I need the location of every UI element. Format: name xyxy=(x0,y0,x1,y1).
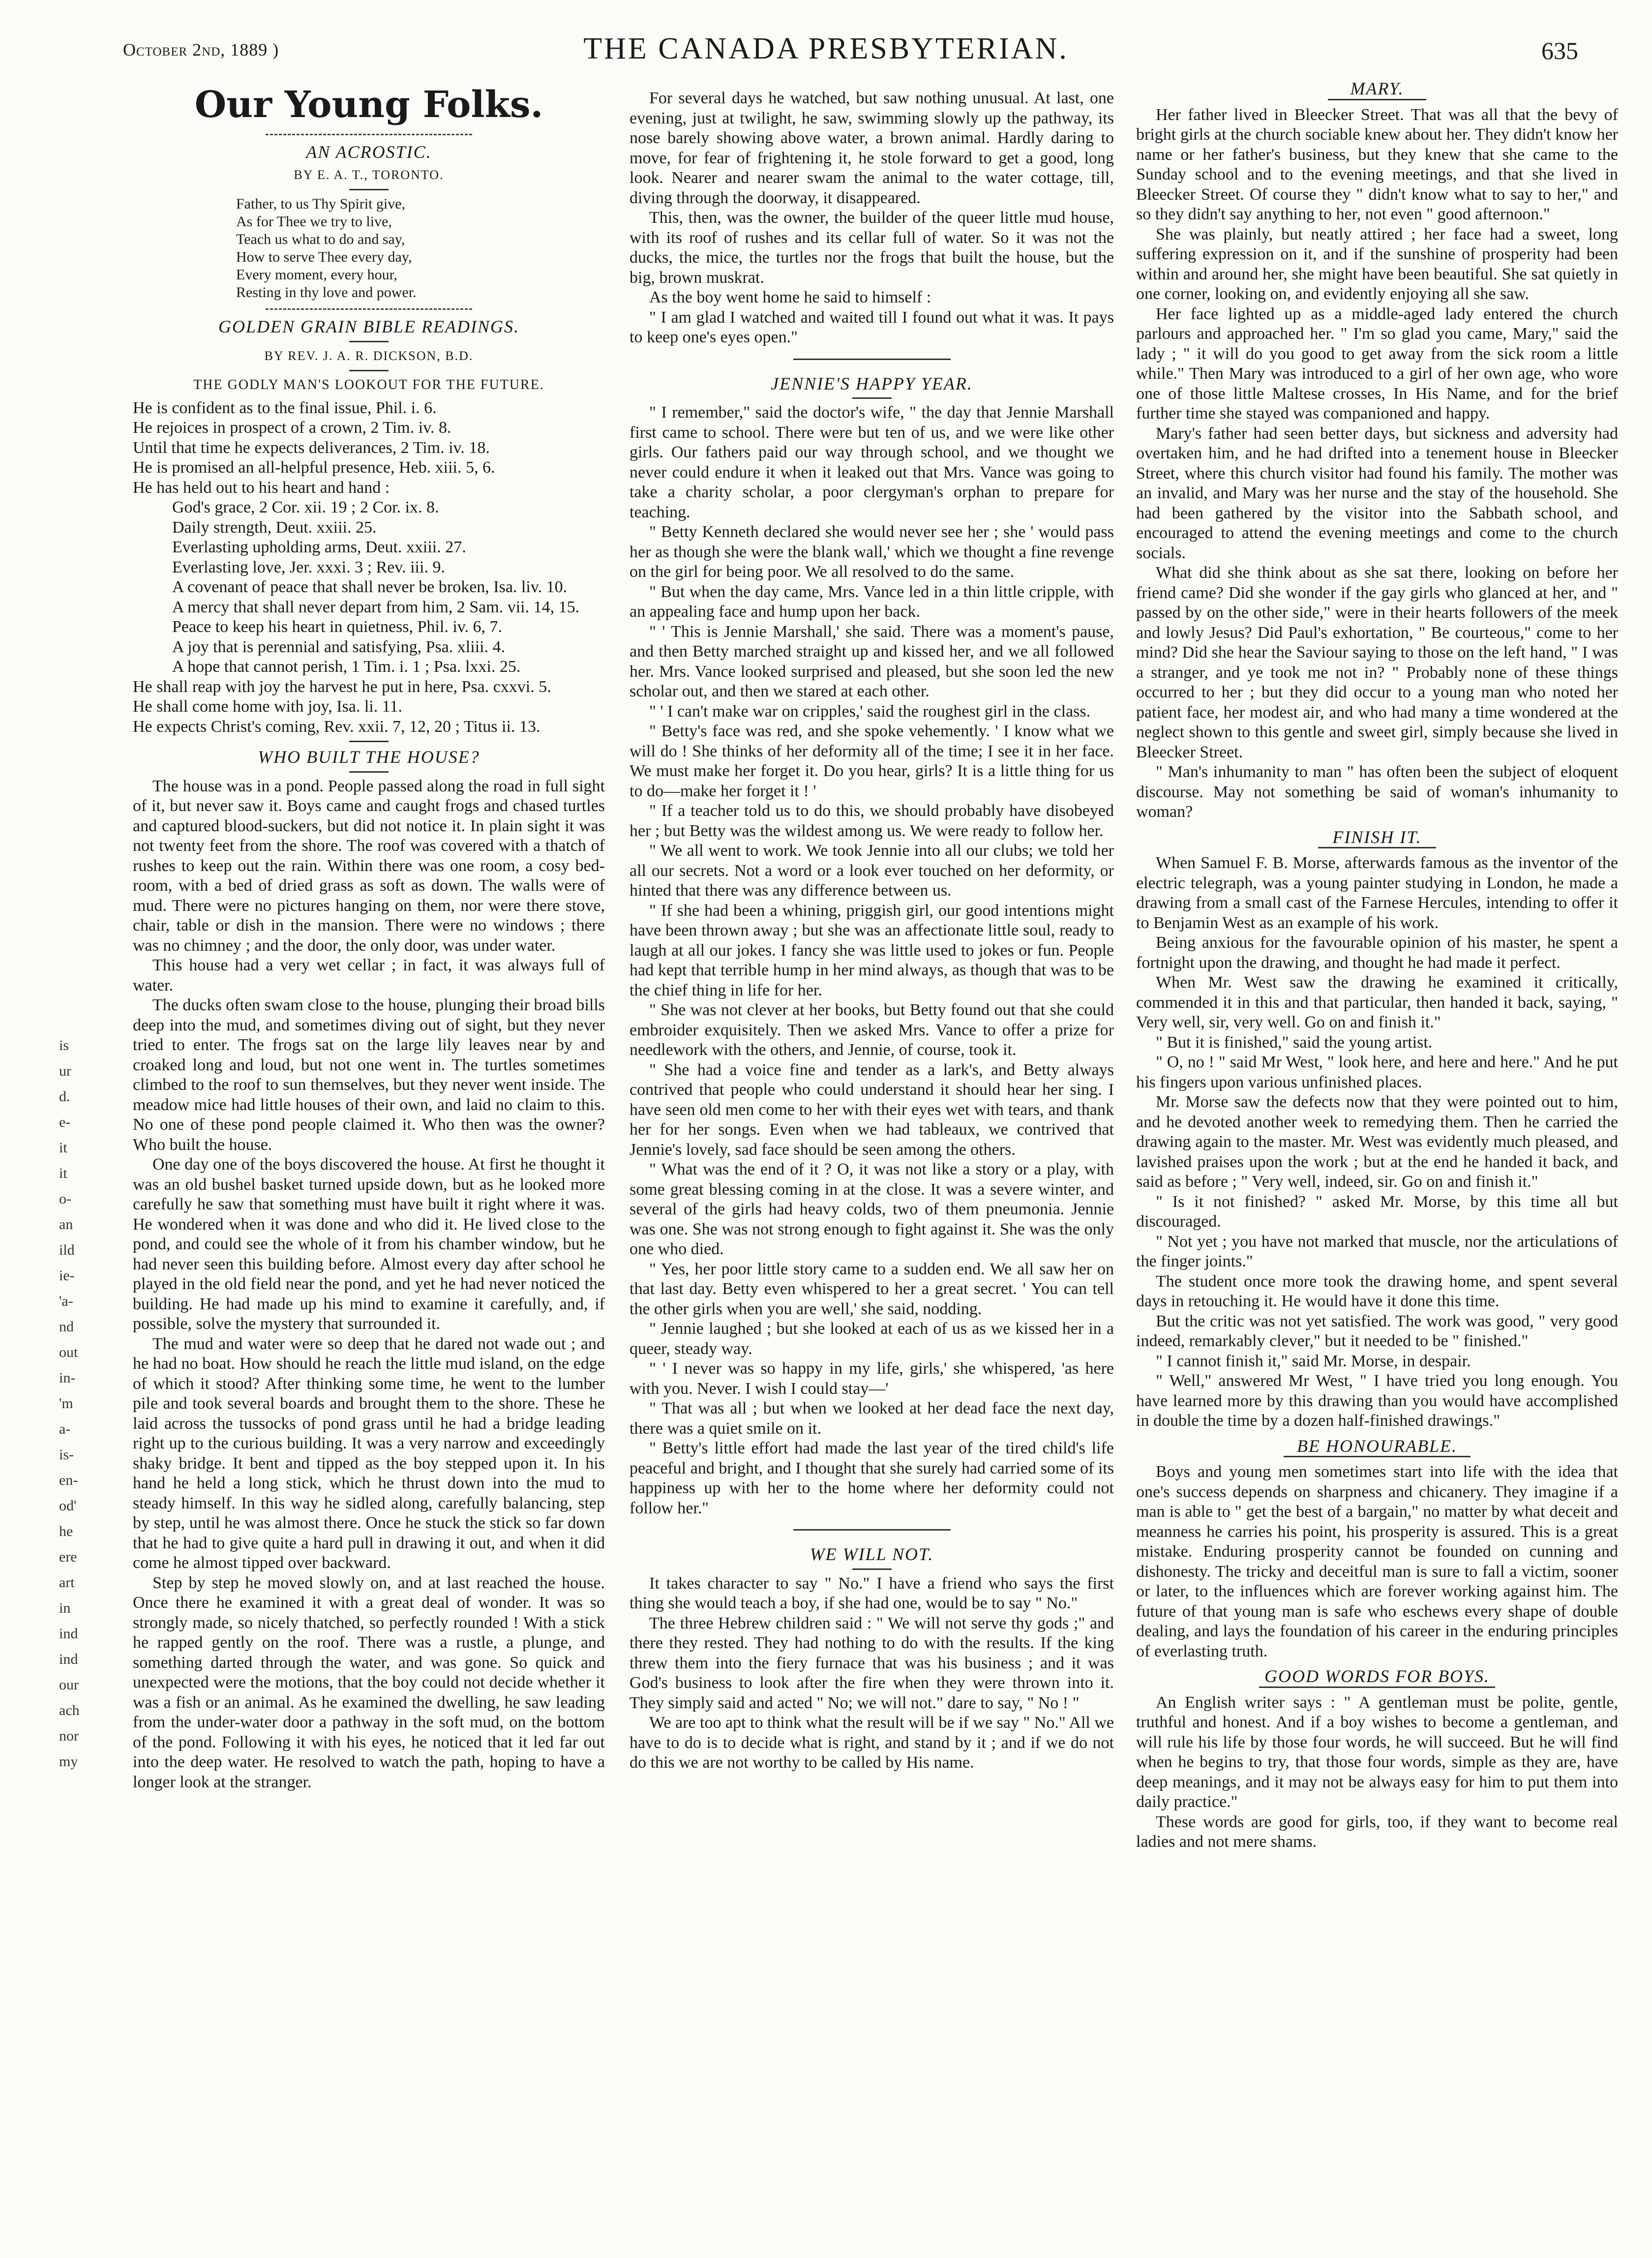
story-paragraph: The house was in a pond. People passed along the road in full sight of it, but never saw it. Boys came and caught frogs and chased turtles and captured blood-suckers, but did not notice it. In plain sight it was not twenty feet from the shore. The roof was covered with a thatch of rushes to keep out the rain. Within there was one room, a cosy bed-room, with a bed of dried grass as soft as down. The walls were of mud. There were no pictures hanging on them, nor were there stove, chair, table or dish in the mansion. There were no windows ; there was no chimney ; and the door, the only door, was under water. xyxy=(133,777,605,955)
reading-item: He is promised an all-helpful presence, Heb. xiii. 5, 6. xyxy=(133,458,495,477)
divider xyxy=(793,359,951,360)
margin-fragment: in xyxy=(59,1600,71,1616)
divider xyxy=(349,189,389,190)
reading-item: He is confident as to the final issue, Phil. i. 6. xyxy=(133,398,437,417)
story-paragraph: The ducks often swam close to the house, plunging their broad bills deep into the mud, and sometimes diving out of sight, but they never tried to enter. The frogs sat on the large lily leaves near by and croaked long and loud, but not one went in. The turtles sometimes climbed to the roof to sun themselves, but they never went inside. The meadow mice had little houses of their own, and laid no claim to this. No one of these pond people claimed it. Who then was the owner? Who built the house. xyxy=(133,996,605,1154)
margin-fragment: o- xyxy=(59,1191,71,1207)
divider xyxy=(349,370,389,371)
divider xyxy=(852,397,892,399)
mary-story-title: MARY. xyxy=(1328,79,1426,100)
story-paragraph: Mary's father had seen better days, but sickness and adversity had overtaken him, and he had drifted into a tenement house in Bleecker Street, where this church visitor had found his family. The mother was an invalid, and Mary was her nurse and the stay of the household. She had been gathered by the visitor into the Sabbath school, and encouraged to attend the evening meetings and come to the church socials. xyxy=(1136,424,1618,562)
reading-subitem: A mercy that shall never depart from him, 2 Sam. vii. 14, 15. xyxy=(172,598,580,616)
reading-subitem: God's grace, 2 Cor. xii. 19 ; 2 Cor. ix. 8. xyxy=(172,498,439,516)
reading-subitem: A joy that is perennial and satisfying, Psa. xliii. 4. xyxy=(172,637,506,656)
finish-it-title: FINISH IT. xyxy=(1318,827,1436,849)
reading-subitem: A covenant of peace that shall never be broken, Isa. liv. 10. xyxy=(172,578,568,596)
margin-fragment: my xyxy=(59,1753,78,1770)
acrostic-byline: BY E. A. T., TORONTO. xyxy=(294,167,444,182)
divider xyxy=(266,308,472,310)
story-paragraph: " She had a voice fine and tender as a lark's, and Betty always contrived that people who could understand it should hear her sing. I have seen old men come to her with their eyes wet with tears, and thank her for her songs. Even when we had tableaux, we contrived that Jennie's lovely, sad face should be seen among the others. xyxy=(630,1060,1114,1159)
reading-subitem: Everlasting love, Jer. xxxi. 3 ; Rev. iii. 9. xyxy=(172,558,445,576)
divider xyxy=(349,341,389,342)
margin-fragment: d. xyxy=(59,1088,70,1105)
reading-subitem: Daily strength, Deut. xxiii. 25. xyxy=(172,518,377,537)
golden-grain-title: GOLDEN GRAIN BIBLE READINGS. xyxy=(218,317,519,336)
we-will-not-title: WE WILL NOT. xyxy=(810,1544,934,1564)
margin-fragment: ind xyxy=(59,1651,78,1667)
story-paragraph: Step by step he moved slowly on, and at last reached the house. Once there he examined it with a great deal of wonder. It was so strongly made, so nicely thatched, so perfectly rounded ! With a stick he rapped gently on the roof. There was a rustle, a plunge, and something darted through the water, and was gone. So quick and unexpected were the motions, that the boy could not decide whether it was a fish or an animal. As he examined the dwelling, he saw leading from the under-water door a pathway in the soft mud, on the bottom of the pond. Following it with his eyes, he noticed that it led far out into the deep water. He resolved to watch the path, hoping to have a longer look at the stranger. xyxy=(133,1573,605,1791)
reading-item: He has held out to his heart and hand : xyxy=(133,478,390,497)
be-honourable-title: BE HONOURABLE. xyxy=(1284,1436,1471,1458)
story-paragraph: " I cannot finish it," said Mr. Morse, in despair. xyxy=(1156,1352,1471,1370)
reading-subitem: Everlasting upholding arms, Deut. xxiii. 27. xyxy=(172,538,466,556)
margin-fragment: he xyxy=(59,1523,73,1539)
story-paragraph: " I remember," said the doctor's wife, " the day that Jennie Marshall first came to school. There were but ten of us, and we were like other girls. Our fathers paid our way through school, and we thought we never could endure it when it leaked out that Mrs. Vance was going to take a charity scholar, a poor clergyman's orphan to prepare for teaching. xyxy=(630,403,1114,521)
acrostic-title: AN ACROSTIC. xyxy=(306,142,432,162)
section-masthead: Our Young Folks. xyxy=(194,84,543,126)
margin-fragment: in- xyxy=(59,1370,76,1386)
divider xyxy=(852,1568,892,1570)
story-paragraph: " ' This is Jennie Marshall,' she said. There was a moment's pause, and then Betty marched straight up and kissed her, and we all followed her. Mrs. Vance looked surprised and pleased, but she soon led the new scholar out, and then we stared at each other. xyxy=(630,622,1114,700)
divider xyxy=(349,741,389,742)
margin-fragment: it xyxy=(59,1140,67,1156)
story-paragraph: " We all went to work. We took Jennie into all our clubs; we told her all our secrets. Not a word or a look ever touched on her deformity, or hinted that there was any difference between us. xyxy=(630,842,1114,900)
story-paragraph: Mr. Morse saw the defects now that they were pointed out to him, and he devoted another week to remedying them. Then he carried the drawing again to the master. Mr. West was evidently much pleased, and lavished praises upon the work ; but at the end he handed it back, and said as before ; " Very well, indeed, sir. Go on and finish it." xyxy=(1136,1093,1618,1191)
margin-fragment: is xyxy=(59,1037,69,1054)
margin-fragment: 'm xyxy=(59,1395,73,1412)
story-paragraph: " If a teacher told us to do this, we should probably have disobeyed her ; but Betty was the wildest among us. We were ready to follow her. xyxy=(630,802,1114,840)
margin-fragment: ur xyxy=(59,1063,71,1079)
reading-item: Until that time he expects deliverances, 2 Tim. iv. 18. xyxy=(133,438,490,457)
story-paragraph: " Yes, her poor little story came to a sudden end. We all saw her on that last day. Betty even whispered to her a great secret. ' You can tell the other girls when you are well,' she said, nodding. xyxy=(630,1260,1114,1318)
divider xyxy=(793,1529,951,1531)
reading-item: He rejoices in prospect of a crown, 2 Tim. iv. 8. xyxy=(133,419,451,437)
margin-fragment: art xyxy=(59,1574,75,1591)
story-paragraph: " But when the day came, Mrs. Vance led in a thin little cripple, with an appealing face and hump upon her back. xyxy=(630,582,1114,621)
poem-line: Father, to us Thy Spirit give, xyxy=(236,196,406,212)
story-paragraph: Her face lighted up as a middle-aged lady entered the church parlours and approached her. " I'm so glad you came, Mary," said the lady ; " it will do you good to get away from the sick room a little while." Then Mary was introduced to a girl of her own age, who wore one of those little Maltese crosses, In His Name, and for the brief further time she stayed was companioned and happy. xyxy=(1136,304,1618,422)
poem-line: Resting in thy love and power. xyxy=(236,284,417,301)
story-paragraph: " What was the end of it ? O, it was not like a story or a play, with some great blessing coming in at the close. It was a severe winter, and several of the girls had heavy colds, two of them pneumonia. Jennie was one. She was not strong enough to fight against it. She was the only one who died. xyxy=(630,1160,1114,1258)
story-paragraph: " Well," answered Mr West, " I have tried you long enough. You have learned more by this drawing than you would have accomplished in double the time by a dozen half-finished drawings." xyxy=(1136,1372,1618,1430)
margin-fragment: out xyxy=(59,1344,78,1360)
reading-subitem: A hope that cannot perish, 1 Tim. i. 1 ; Psa. lxxi. 25. xyxy=(172,658,521,676)
story-paragraph: When Mr. West saw the drawing he examined it critically, commended it in this and that particular, then handed it back, saying, " Very well, sir, very well. Go on and finish it." xyxy=(1136,973,1618,1031)
story-paragraph: " I am glad I watched and waited till I found out what it was. It pays to keep one's eyes open." xyxy=(630,308,1114,346)
story-paragraph: It takes character to say " No." I have a friend who says the first thing she would teach a boy, if she had one, would be to say " No." xyxy=(630,1574,1114,1612)
margin-fragment: 'a- xyxy=(59,1293,73,1309)
reading-item: He shall reap with joy the harvest he put in here, Psa. cxxvi. 5. xyxy=(133,677,551,696)
story-paragraph: We are too apt to think what the result will be if we say " No." All we have to do is to decide what is right, and stand by it ; and if we do not do this we are not worthy to be called by His name. xyxy=(630,1714,1114,1772)
story-paragraph: This, then, was the owner, the builder of the queer little mud house, with its roof of rushes and its cellar full of water. So it was not the ducks, the mice, the turtles nor the frogs that built the house, but the big, brown muskrat. xyxy=(630,209,1114,287)
golden-grain-byline: BY REV. J. A. R. DICKSON, B.D. xyxy=(264,348,474,363)
story-paragraph: " ' I can't make war on cripples,' said the roughest girl in the class. xyxy=(649,702,1091,721)
page-header xyxy=(0,0,1652,69)
story-paragraph: " ' I never was so happy in my life, girls,' she whispered, 'as here with you. Never. I wish I could stay—' xyxy=(630,1359,1114,1398)
column-1 xyxy=(133,74,605,1792)
story-paragraph: What did she think about as she sat there, looking on before her friend came? Did she wonder if the gay girls who glanced at her, and " passed by on the other side," were in their hearts followers of the meek and lowly Jesus? Did Paul's exhortation, " Be courteous," come to her mind? Did she hear the Saviour saying to those on the left hand, " I was a stranger, and ye took me not in? " Probably none of these things occurred to her ; but they did occur to a young man who noted her patient face, her modest air, and who had many a time wondered at the neglect shown to this gentle and sweet girl, simply because she lived in Bleecker Street. xyxy=(1136,564,1618,761)
story-paragraph: " Jennie laughed ; but she looked at each of us as we kissed her in a queer, steady way. xyxy=(630,1320,1114,1358)
poem-line: Teach us what to do and say, xyxy=(236,231,405,247)
story-paragraph: " Is it not finished? " asked Mr. Morse, by this time all but discouraged. xyxy=(1136,1192,1618,1231)
acrostic-poem xyxy=(236,195,605,301)
margin-fragment: nor xyxy=(59,1728,79,1744)
left-margin-fragments xyxy=(59,1033,80,1775)
margin-fragment: e- xyxy=(59,1114,71,1130)
story-paragraph: An English writer says : " A gentleman must be polite, gentle, truthful and honest. And if a boy wishes to become a gentleman, and will rule his life by those four words, he will succeed. But he will find when he begins to try, that those four words, simple as they are, have deep meanings, and it may not be always easy for him to put them into daily practice." xyxy=(1136,1693,1618,1811)
story-paragraph: " Betty's face was red, and she spoke vehemently. ' I know what we will do ! She thinks of her deformity all of the time; I see it in her face. We must make her forget it. Do you hear, girls? It is a little thing for us to do—make her forget it ! ' xyxy=(630,722,1114,800)
margin-fragment: ere xyxy=(59,1549,77,1565)
margin-fragment: an xyxy=(59,1216,73,1233)
margin-fragment: ind xyxy=(59,1626,78,1642)
divider xyxy=(266,134,472,135)
story-paragraph: Being anxious for the favourable opinion of his master, he spent a fortnight upon the drawing, and thought he had made it perfect. xyxy=(1136,933,1618,972)
poem-line: As for Thee we try to live, xyxy=(236,213,392,230)
divider xyxy=(349,771,389,773)
story-paragraph: This house had a very wet cellar ; in fact, it was always full of water. xyxy=(133,956,605,994)
story-paragraph: The mud and water were so deep that he dared not wade out ; and he had no boat. How should he reach the little mud island, on the edge of which it stood? After thinking some time, he went to the lumber pile and took several boards and brought them to the shore. These he laid across the tussocks of pond grass until he had a bridge leading right up to the curious building. It was a very narrow and exceedingly shaky bridge. It bent and tipped as the boy stepped upon it. In his hand he held a long stick, which he thrust down into the mud to steady himself. In this way he sidled along, carefully balancing, step by step, until he was almost there. Once he stuck the stick so far down that he had to give quite a hard pull in drawing it out, and when it did come he almost tipped over backward. xyxy=(133,1334,605,1572)
margin-fragment: od' xyxy=(59,1498,77,1514)
story-paragraph: These words are good for girls, too, if they want to become real ladies and not mere shams. xyxy=(1136,1812,1618,1851)
margin-fragment: en- xyxy=(59,1472,78,1488)
margin-fragment: it xyxy=(59,1165,67,1181)
margin-fragment: is- xyxy=(59,1446,74,1463)
story-paragraph: " But it is finished," said the young artist. xyxy=(1156,1033,1433,1052)
margin-fragment: a- xyxy=(59,1421,71,1437)
reading-item: He shall come home with joy, Isa. li. 11. xyxy=(133,697,402,716)
story-paragraph: But the critic was not yet satisfied. The work was good, " very good indeed, remarkably clever," but it needed to be " finished." xyxy=(1136,1312,1618,1350)
story-paragraph: Boys and young men sometimes start into life with the idea that one's success depends on sharpness and chicanery. They imagine if a man is able to " get the best of a bargain," no matter by what deceit and meanness he carries his point, his prosperity is assured. This is a great mistake. Enduring prosperity cannot be founded on cunning and dishonesty. The tricky and deceitful man is sure to fall a victim, sooner or later, to the influences which are forever working against him. The future of that young man is safe who eschews every shape of double dealing, and lays the foundation of his career in the enduring principles of everlasting truth. xyxy=(1136,1463,1618,1660)
story-paragraph: She was plainly, but neatly attired ; her face had a sweet, long suffering expression on it, and if the sunshine of prosperity had been within and around her, she might have been beautiful. She sat quietly in one corner, looking on, and evidently enjoying all she saw. xyxy=(1136,225,1618,303)
story-paragraph: " If she had been a whining, priggish girl, our good intentions might have been thrown away ; but she was an affectionate little soul, ready to laugh at all our jokes. I fancy she was little used to jokes or fun. People had kept that terrible hump in her mind always, as though that was to be the chief thing in life for her. xyxy=(630,901,1114,999)
good-words-title: GOOD WORDS FOR BOYS. xyxy=(1259,1666,1495,1688)
story-paragraph: The three Hebrew children said : " We will not serve thy gods ;" and there they rested. They had nothing to do with the results. If the king threw them into the fiery furnace that was his business ; and it was God's business to look after the fire when they were thrown into it. They simply said and acted " No; we will not." dare to say, " No ! " xyxy=(630,1614,1114,1712)
column-3 xyxy=(1136,74,1618,1852)
story-paragraph: " That was all ; but when we looked at her dead face the next day, there was a quiet smile on it. xyxy=(630,1399,1114,1438)
story-paragraph: One day one of the boys discovered the house. At first he thought it was an old bushel basket turned upside down, but as he looked more carefully he saw that something must have built it right where it was. He wondered when it was done and who did it. He lived close to the pond, and could see the whole of it from his chamber window, but he had never seen this building before. Almost every day after school he played in the old field near the pond, and yet he had never noticed the building. He had made up his mind to examine it carefully, and, if possible, solve the mystery that surrounded it. xyxy=(133,1155,605,1333)
page-number: 635 xyxy=(1541,37,1578,64)
column-2 xyxy=(630,89,1114,1773)
golden-grain-subtitle: THE GODLY MAN'S LOOKOUT FOR THE FUTURE. xyxy=(193,377,544,392)
issue-date: October 2nd, 1889 ) xyxy=(123,40,279,60)
story-paragraph: " Not yet ; you have not marked that muscle, nor the articulations of the finger joints." xyxy=(1136,1232,1618,1270)
reading-item: He expects Christ's coming, Rev. xxii. 7, 12, 20 ; Titus ii. 13. xyxy=(133,717,541,736)
reading-subitem: Peace to keep his heart in quietness, Phil. iv. 6, 7. xyxy=(172,618,503,636)
newspaper-title: THE CANADA PRESBYTERIAN. xyxy=(583,32,1069,65)
margin-fragment: our xyxy=(59,1677,79,1693)
poem-line: Every moment, every hour, xyxy=(236,267,397,283)
margin-fragment: ild xyxy=(59,1242,75,1258)
margin-fragment: nd xyxy=(59,1319,74,1335)
story-paragraph: The student once more took the drawing home, and spent several days in retouching it. He would have it done this time. xyxy=(1136,1272,1618,1310)
house-story-title: WHO BUILT THE HOUSE? xyxy=(258,747,480,767)
jennie-story-title: JENNIE'S HAPPY YEAR. xyxy=(771,373,973,393)
story-paragraph: When Samuel F. B. Morse, afterwards famous as the inventor of the electric telegraph, was a young painter studying in London, he made a drawing from a small cast of the Farnese Hercules, intending to offer it to Benjamin West as an example of his work. xyxy=(1136,854,1618,932)
story-paragraph: " Betty's little effort had made the last year of the tired child's life peaceful and bright, and I thought that she surely had carried some of its happiness up with her to the home where her deformity could not follow her." xyxy=(630,1439,1114,1517)
margin-fragment: ach xyxy=(59,1702,80,1718)
poem-line: How to serve Thee every day, xyxy=(236,249,412,265)
story-paragraph: For several days he watched, but saw nothing unusual. At last, one evening, just at twilight, he saw, swimming slowly up the pathway, its nose barely showing above water, a brown animal. Hardly daring to move, for fear of frightening it, he stole forward to get a good, long look. Nearer and nearer swam the animal to the water cottage, till, diving through the doorway, it disappeared. xyxy=(630,89,1114,207)
story-paragraph: As the boy went home he said to himself : xyxy=(649,288,931,306)
margin-fragment: ie- xyxy=(59,1267,75,1284)
story-paragraph: " Man's inhumanity to man " has often been the subject of eloquent discourse. May not something be said of woman's inhumanity to woman? xyxy=(1136,763,1618,821)
story-paragraph: " O, no ! " said Mr West, " look here, and here and here." And he put his fingers upon various unfinished places. xyxy=(1136,1053,1618,1091)
story-paragraph: " Betty Kenneth declared she would never see her ; she ' would pass her as though she were the blank wall,' which we thought a fine revenge on the girl for being poor. We all resolved to do the same. xyxy=(630,523,1114,581)
story-paragraph: " She was not clever at her books, but Betty found out that she could embroider exquisitely. Then we asked Mrs. Vance to offer a prize for needlework with the others, and Jennie, of course, took it. xyxy=(630,1001,1114,1059)
story-paragraph: Her father lived in Bleecker Street. That was all that the bevy of bright girls at the church sociable knew about her. They didn't know her name or her father's business, but they knew that she came to the Sunday school and to the evening meetings, and that she lived in Bleecker Street. Of course they " didn't know what to say to her," and so they didn't say anything to her, not even " good afternoon." xyxy=(1136,105,1618,223)
